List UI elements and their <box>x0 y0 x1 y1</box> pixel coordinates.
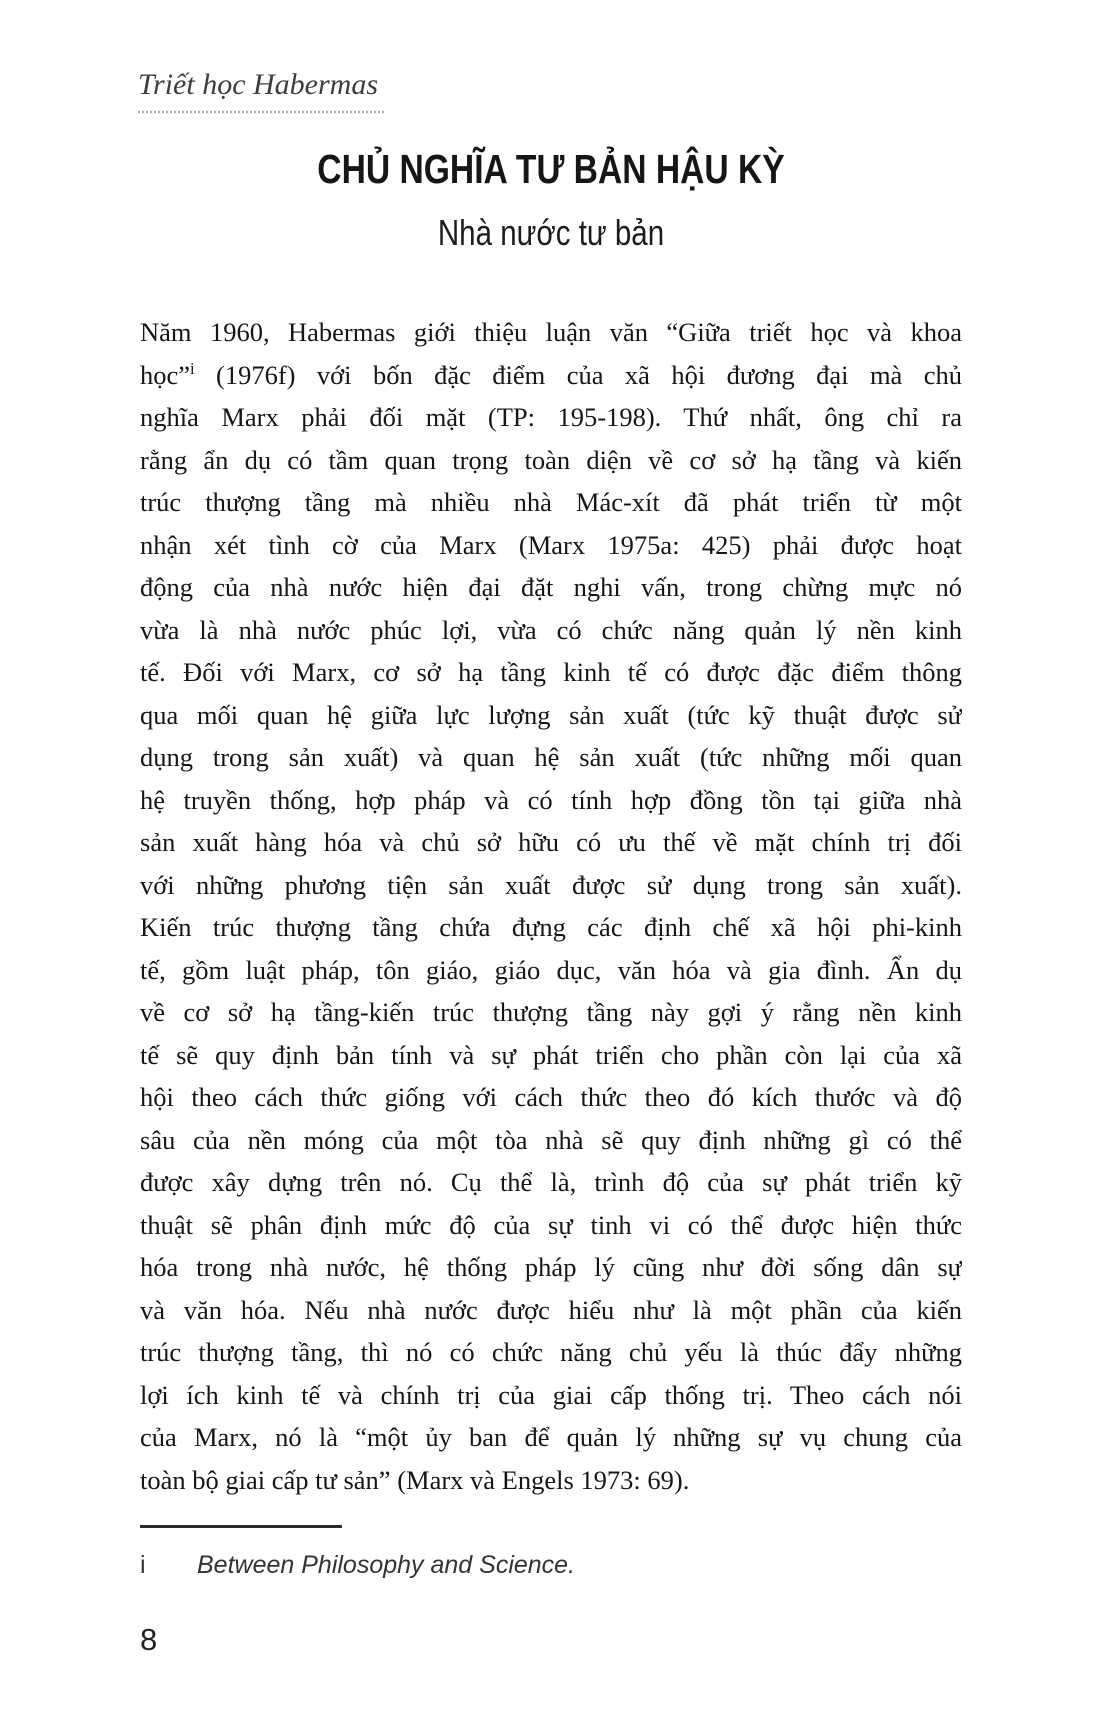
paragraph-line: toàn bộ giai cấp tư sản” (Marx và Engels 1973: 69). <box>140 1464 690 1495</box>
paragraph-line: trúc thượng tầng, thì nó có chức năng chủ yếu là thúc đẩy những <box>140 1337 962 1367</box>
chapter-subtitle-wrap <box>140 212 962 254</box>
paragraph-line: học”$^i$ (1976f) với bốn đặc điểm của xã hội đương đại mà chủ <box>140 358 962 390</box>
paragraph-line: hội theo cách thức giống với cách thức theo đó kích thước và độ <box>140 1082 962 1112</box>
paragraph-line: sản xuất hàng hóa và chủ sở hữu có ưu thế về mặt chính trị đối <box>140 827 962 857</box>
page-number: 8 <box>140 1622 158 1657</box>
footnote-text: Between Philosophy and Science. <box>197 1551 576 1579</box>
paragraph-line: rằng ẩn dụ có tầm quan trọng toàn diện về cơ sở hạ tầng và kiến <box>140 444 962 475</box>
paragraph-line: tế, gồm luật pháp, tôn giáo, giáo dục, văn hóa và gia đình. Ẩn dụ <box>140 954 962 985</box>
paragraph-line: hệ truyền thống, hợp pháp và có tính hợp đồng tồn tại giữa nhà <box>140 784 962 815</box>
paragraph-line: Kiến trúc thượng tầng chứa đựng các định chế xã hội phi-kinh <box>140 912 962 942</box>
body-paragraph <box>140 311 962 1501</box>
paragraph-line: lợi ích kinh tế và chính trị của giai cấp thống trị. Theo cách nói <box>140 1379 962 1410</box>
paragraph-line: được xây dựng trên nó. Cụ thể là, trình độ của sự phát triển kỹ <box>140 1167 962 1197</box>
paragraph-line: qua mối quan hệ giữa lực lượng sản xuất (tức kỹ thuật được sử <box>140 699 962 730</box>
paragraph-line: thuật sẽ phân định mức độ của sự tinh vi có thể được hiện thức <box>140 1209 962 1240</box>
paragraph-line: nhận xét tình cờ của Marx (Marx 1975a: 425) phải được hoạt <box>140 529 962 560</box>
running-header: Triết học Habermas <box>138 68 384 113</box>
paragraph-line: nghĩa Marx phải đối mặt (TP: 195-198). Thứ nhất, ông chỉ ra <box>140 402 962 432</box>
paragraph-line: với những phương tiện sản xuất được sử dụng trong sản xuất). <box>140 869 962 900</box>
paragraph-line: tế. Đối với Marx, cơ sở hạ tầng kinh tế có được đặc điểm thông <box>140 657 962 687</box>
paragraph-line: về cơ sở hạ tầng-kiến trúc thượng tầng này gợi ý rằng nền kinh <box>140 997 962 1027</box>
chapter-heading <box>140 146 962 193</box>
paragraph-line: Năm 1960, Habermas giới thiệu luận văn “Giữa triết học và khoa <box>140 317 962 347</box>
paragraph-line: dụng trong sản xuất) và quan hệ sản xuất (tức những mối quan <box>140 742 962 772</box>
footnote-reference: i <box>190 358 195 378</box>
paragraph-line: hóa trong nhà nước, hệ thống pháp lý cũng như đời sống dân sự <box>140 1252 962 1282</box>
paragraph-line: vừa là nhà nước phúc lợi, vừa có chức năng quản lý nền kinh <box>140 614 962 645</box>
paragraph-line: của Marx, nó là “một ủy ban để quản lý những sự vụ chung của <box>140 1422 962 1452</box>
footnote <box>140 1551 962 1580</box>
footnote-marker: i <box>140 1551 146 1579</box>
footnote-separator <box>140 1525 342 1528</box>
paragraph-line: động của nhà nước hiện đại đặt nghi vấn, trong chừng mực nó <box>140 572 962 602</box>
chapter-title: CHỦ NGHĨA TƯ BẢN HẬU KỲ <box>317 146 785 192</box>
paragraph-line: tế sẽ quy định bản tính và sự phát triển cho phần còn lại của xã <box>140 1039 962 1070</box>
paragraph-line: và văn hóa. Nếu nhà nước được hiểu như là một phần của kiến <box>140 1294 962 1325</box>
paragraph-line: sâu của nền móng của một tòa nhà sẽ quy định những gì có thể <box>140 1124 962 1155</box>
paragraph-line: trúc thượng tầng mà nhiều nhà Mác-xít đã phát triển từ một <box>140 487 962 517</box>
chapter-subtitle: Nhà nước tư bản <box>437 212 665 253</box>
